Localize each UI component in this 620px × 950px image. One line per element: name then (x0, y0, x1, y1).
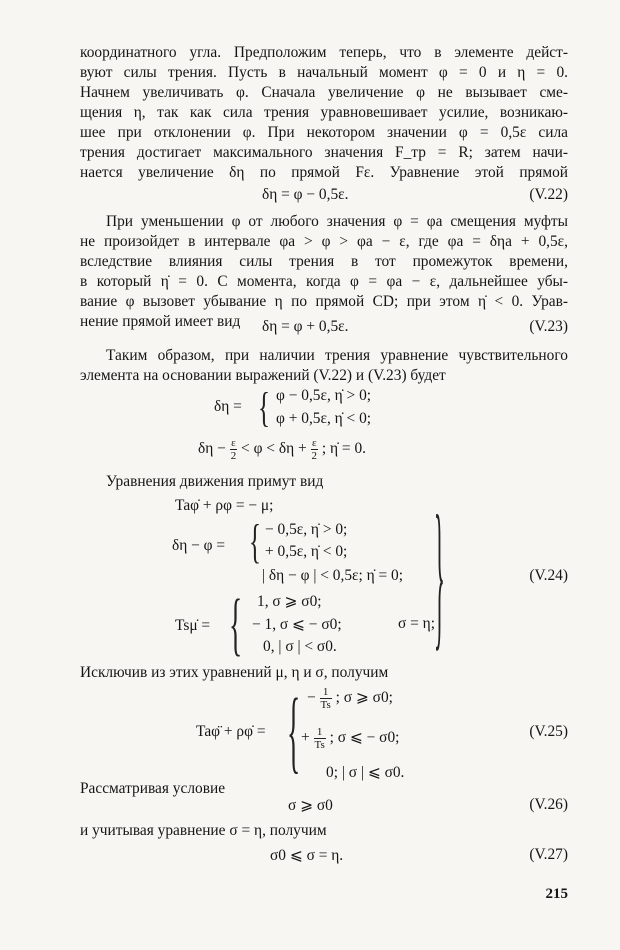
right-brace: } (434, 480, 445, 665)
paragraph-line: трения достигает максимального значения F_тр = R; затем начи- (80, 144, 568, 161)
paragraph-line: не произойдет в интервале φa > φ > φa − ε, где φa = δηa + 0,5ε, (80, 233, 568, 250)
left-brace: { (249, 514, 261, 568)
paragraph-line: вследствие влияния силы трения в тот промежуток времени, (80, 253, 568, 270)
system1-lhs: δη = (214, 398, 242, 415)
equation-number: (V.26) (529, 796, 568, 813)
eq25-lhs: Taφ̈ + ρφ̇ = (196, 723, 266, 740)
paragraph-line: щения η, так как сила трения уравновешивает усилие, возникаю- (80, 104, 568, 121)
system1-row: φ − 0,5ε, η̇ > 0; (276, 387, 372, 404)
paragraph-line: и учитывая уравнение σ = η, получим (80, 822, 327, 839)
paragraph-line: Начнем увеличивать φ. Сначала увеличение φ не вызывает сме- (80, 84, 568, 101)
equation-number: (V.24) (529, 567, 568, 584)
eq25-row: 0; | σ | ⩽ σ0. (326, 764, 405, 781)
fraction-eps-half: $\frac{\varepsilon}{2}$ (311, 437, 318, 462)
fraction-one-over-ts: $\frac{1}{Ts}$ (320, 686, 331, 711)
system2-row: | δη − φ | < 0,5ε; η̇ = 0; (262, 567, 404, 584)
left-brace: { (287, 678, 301, 783)
paragraph-line: элемента на основании выражений (V.22) и (V.23) будет (80, 367, 446, 384)
paragraph-line: нение прямой имеет вид (80, 313, 241, 330)
equation-v23: δη = φ + 0,5ε. (262, 318, 349, 335)
paragraph-line: Исключив из этих уравнений μ, η и σ, получим (80, 664, 389, 681)
equation-v26: σ ⩾ σ0 (288, 797, 333, 814)
paragraph-line: При уменьшении φ от любого значения φ = φa смещения муфты (106, 213, 568, 230)
left-brace: { (258, 383, 270, 432)
equation-v22: δη = φ − 0,5ε. (262, 186, 349, 203)
page-number: 215 (545, 886, 568, 902)
system2-row: + 0,5ε, η̇ < 0; (265, 543, 348, 560)
eq25-row: + $\frac{1}{Ts}$ ; σ ⩽ − σ0; (301, 726, 400, 751)
fraction-one-over-ts: $\frac{1}{Ts}$ (314, 726, 325, 751)
system2-row: Taφ̇ + ρφ = − μ; (175, 497, 274, 514)
equation-number: (V.27) (529, 846, 568, 863)
paragraph-line: вуют силы трения. Пусть в начальный момент φ = 0 и η = 0. (80, 64, 568, 81)
fraction-eps-half: $\frac{\varepsilon}{2}$ (230, 437, 237, 462)
paragraph-line: в который η̇ = 0. С момента, когда φ = φa − ε, дальнейшее убы- (80, 273, 568, 290)
system2-row: − 1, σ ⩽ − σ0; (252, 616, 342, 633)
paragraph-line: шее при отклонении φ. При некотором значении φ = 0,5ε сила (80, 124, 568, 141)
system1-inequality: δη − $\frac{\varepsilon}{2}$ < φ < δη + $\frac{\varepsilon}{2}$ ; η̇ = 0. (198, 437, 366, 462)
system2-lhs: Tsμ̇ = (175, 617, 211, 634)
system2-lhs: δη − φ = (172, 537, 226, 554)
equation-v27: σ0 ⩽ σ = η. (270, 847, 344, 864)
equation-number: (V.23) (529, 318, 568, 335)
system2-row: − 0,5ε, η̇ > 0; (265, 521, 348, 538)
left-brace: { (229, 583, 243, 663)
system2-row: 1, σ ⩾ σ0; (257, 593, 322, 610)
paragraph-line: Рассматривая условие (80, 780, 226, 797)
paragraph-line: Таким образом, при наличии трения уравнение чувствительного (106, 347, 568, 364)
paragraph-line: координатного угла. Предположим теперь, что в элементе дейст- (80, 44, 568, 61)
system2-row: 0, | σ | < σ0. (263, 638, 337, 655)
equation-number: (V.22) (529, 186, 568, 203)
paragraph-line: вание φ вызовет убывание η по прямой CD; при этом η̇ < 0. Урав- (80, 293, 568, 310)
eq25-row: − $\frac{1}{Ts}$ ; σ ⩾ σ0; (307, 686, 393, 711)
equation-number: (V.25) (529, 723, 568, 740)
paragraph-line: нается увеличение δη по прямой Fε. Уравнение этой прямой (80, 164, 568, 181)
system2-condition: σ = η; (398, 615, 435, 632)
paragraph-line: Уравнения движения примут вид (106, 473, 324, 490)
system1-row: φ + 0,5ε, η̇ < 0; (276, 410, 372, 427)
